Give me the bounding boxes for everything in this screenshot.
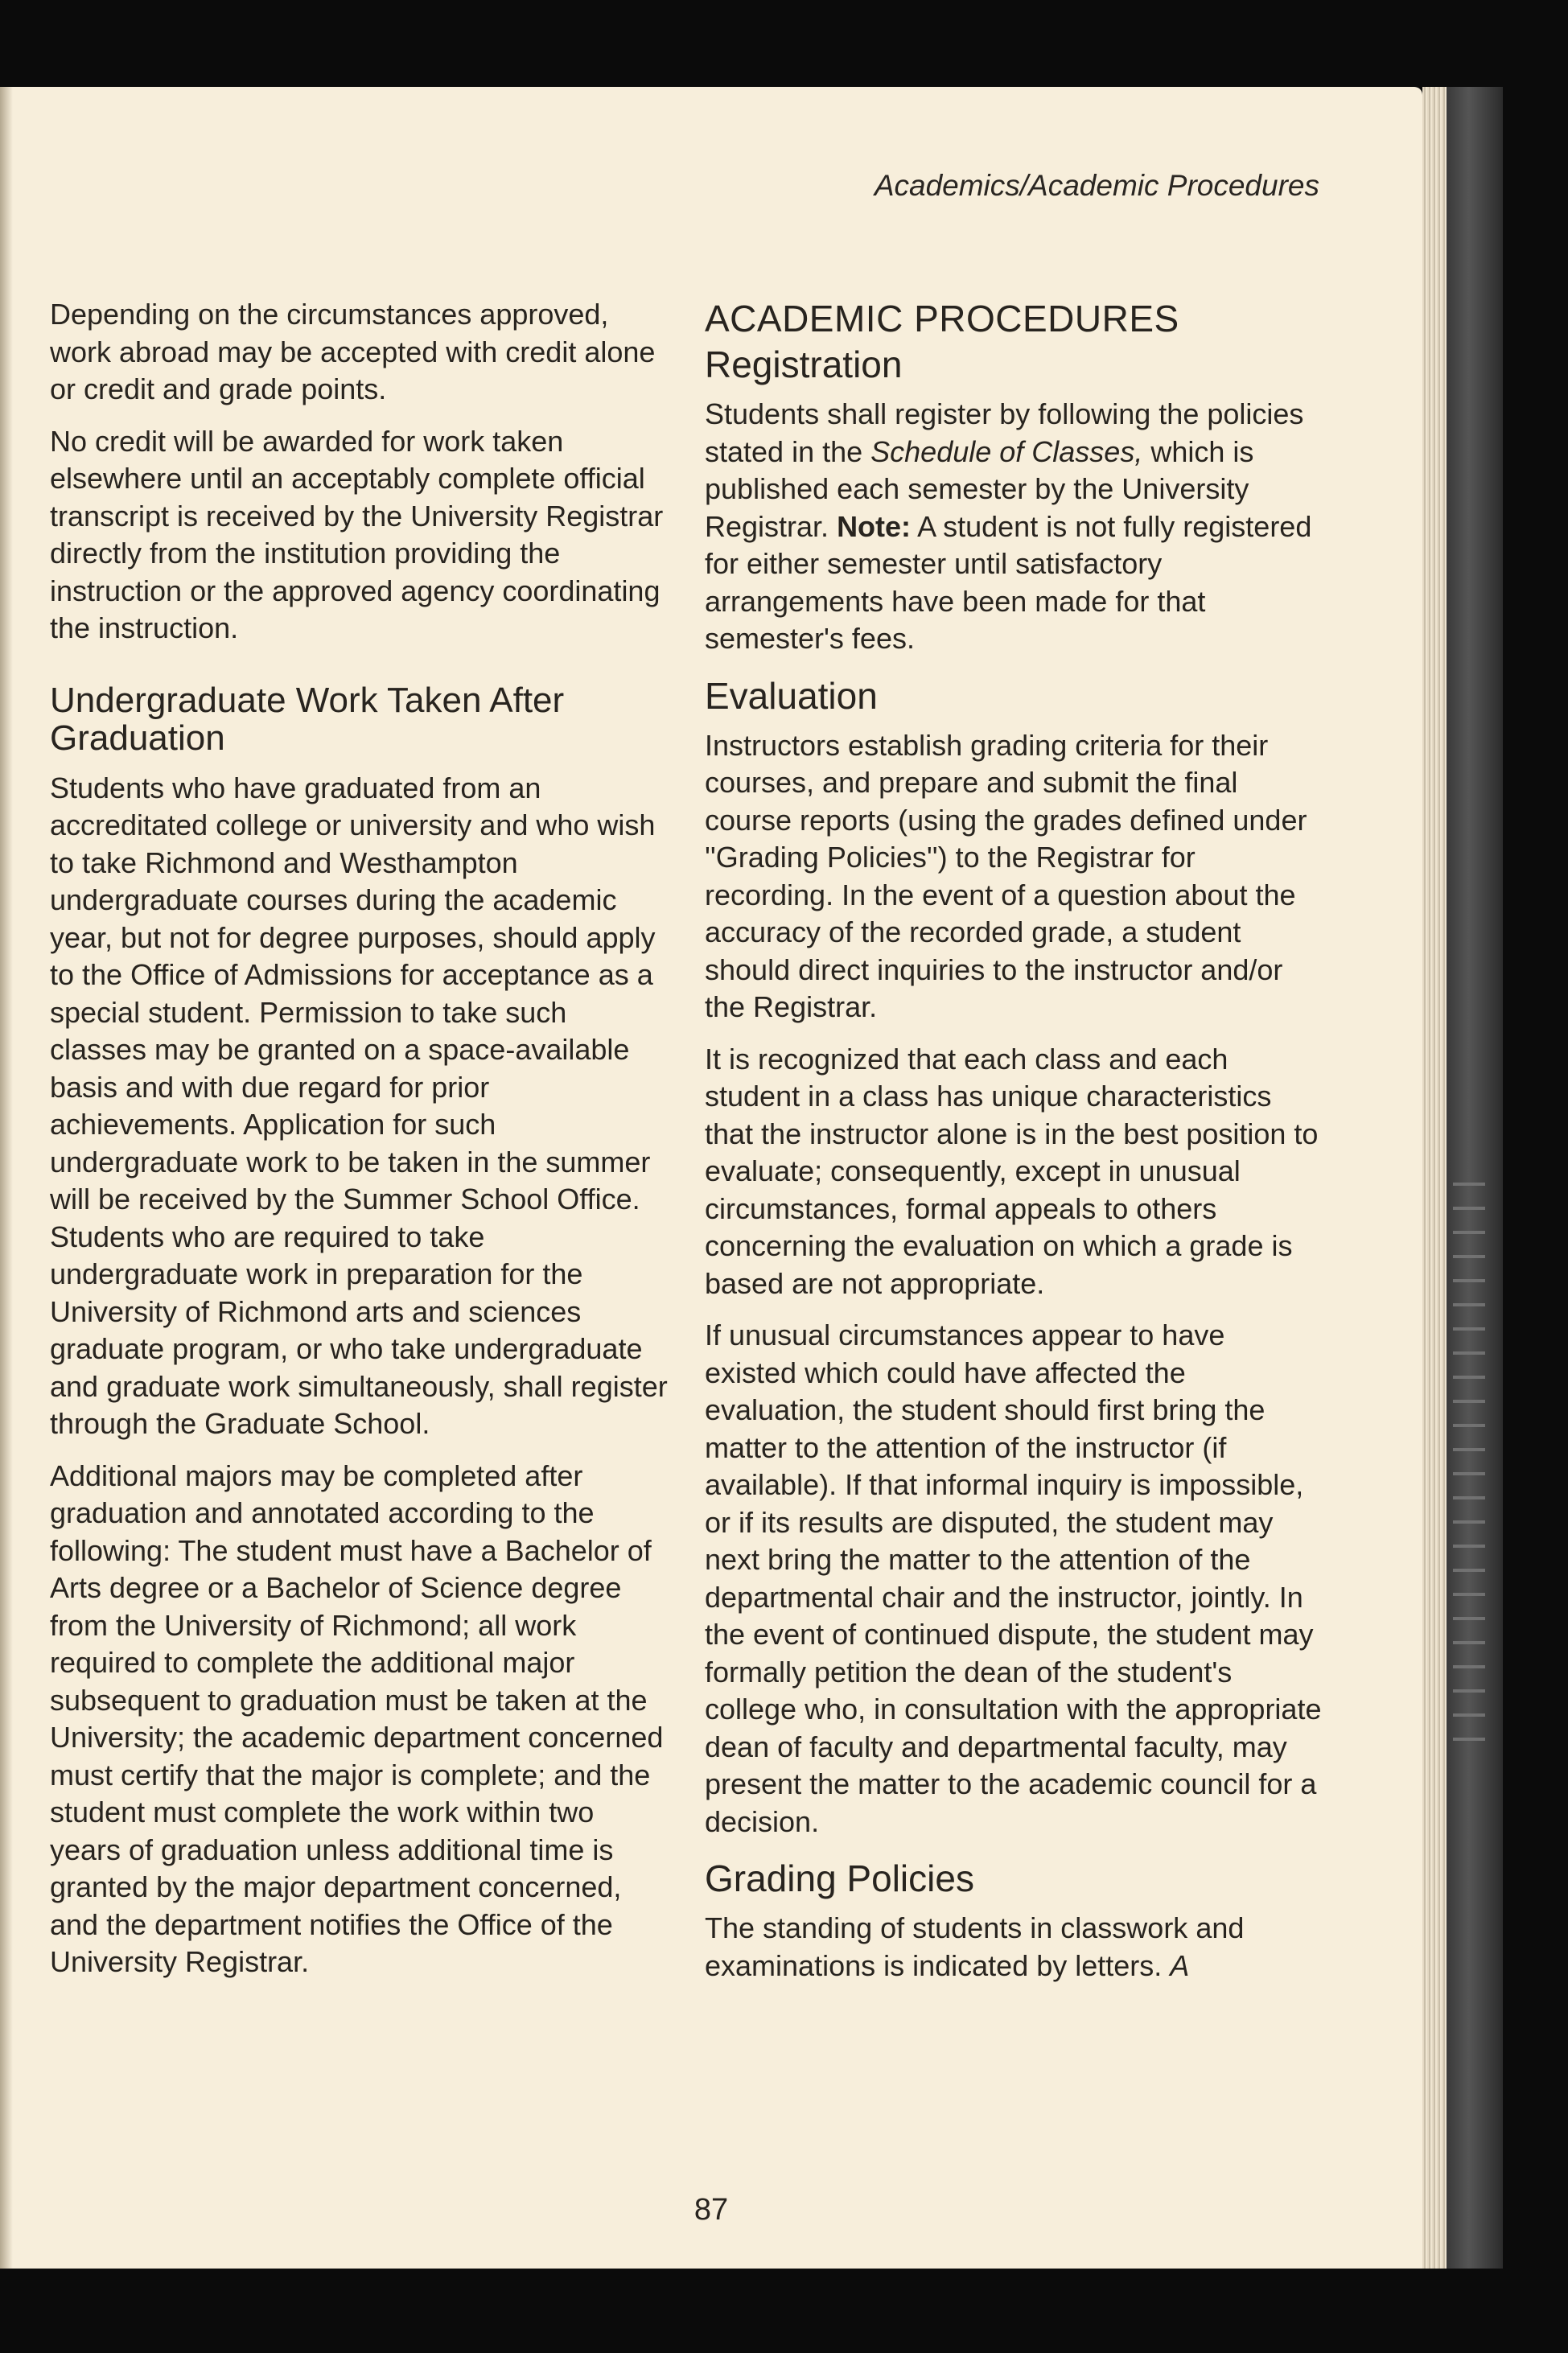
paragraph-evaluation-unusual: If unusual circumstances appear to have existed which could have affected the evaluation, the student should first bring the matter to the attention of the instructor (if available). If that informal inquiry is impossible, or if its results are disputed, the student may next bring the matter to the attention of the departmental chair and the instructor, jointly. In the event of continued dispute, the student may formally petition the dean of the student's college who, in consultation with the appropriate dean of faculty and departmental faculty, may present the matter to the academic council for a decision. xyxy=(705,1318,1322,1838)
paragraph-work-abroad: Depending on the circumstances approved, work abroad may be accepted with credit alone or credit and grade points. xyxy=(50,298,656,405)
heading-registration: Registration xyxy=(705,343,903,385)
section-title: ACADEMIC PROCEDURES xyxy=(705,298,1179,339)
spine-marks xyxy=(1453,1183,1485,1762)
binding-shadow xyxy=(0,87,13,2269)
book-spine-strip xyxy=(1447,87,1503,2269)
right-column xyxy=(705,296,1324,1999)
page-number: 87 xyxy=(693,2193,729,2227)
running-head: Academics/Academic Procedures xyxy=(874,169,1319,202)
left-column xyxy=(50,296,669,1996)
paragraph-grading-standing: The standing of students in classwork and examinations is indicated by letters. A xyxy=(705,1911,1245,1982)
page-edges xyxy=(1422,87,1447,2269)
paragraph-no-credit: No credit will be awarded for work taken elsewhere until an acceptably complete official transcript is received by the University Registrar directly from the institution providing the instruction or the approved agency coordinating the instruction. xyxy=(50,424,664,644)
heading-grading-policies: Grading Policies xyxy=(705,1857,974,1899)
heading-undergraduate-work: Undergraduate Work Taken After Graduation xyxy=(50,680,565,758)
paragraph-evaluation-recognized: It is recognized that each class and each student in a class has unique characteristics that the instructor alone is in the best position to evaluate; consequently, except in unusual circumstances, formal appeals to others concerning the evaluation on which a grade is based are not appropriate. xyxy=(705,1042,1319,1300)
note-label: Note: xyxy=(837,509,912,543)
paragraph-additional-majors: Additional majors may be completed after graduation and annotated according to the following: The student must have a Bachelor of Arts degree or a Bachelor of Science degree from the University of Richmond; all work required to complete the additional major subsequent to graduation must be taken at the University; the academic department concerned must certify that the major is complete; and the student must complete the work within two years of graduation unless additional time is granted by the major department concerned, and the department notifies the Office of the University Registrar. xyxy=(50,1458,664,1978)
paragraph-registration: Students shall register by following the policies stated in the Schedule of Classes, which is published each semester by the University Registrar. Note: A student is not fully registered for either semester until satisfactory arrangements have been made for that semester's fees. xyxy=(705,397,1312,655)
paragraph-evaluation-criteria: Instructors establish grading criteria for their courses, and prepare and submit the final course reports (using the grades defined under ''Grading Policies'') to the Registrar for recording. In the event of a question about the accuracy of the recorded grade, a student should direct inquiries to the instructor and/or the Registrar. xyxy=(705,728,1307,1023)
paragraph-graduated-students: Students who have graduated from an accreditated college or university and who wish to take Richmond and Westhampton undergraduate courses during the academic year, but not for degree purposes, should apply to the Office of Admissions for acceptance as a special student. Permission to take such classes may be granted on a space-available basis and with due regard for prior achievements. Application for such undergraduate work to be taken in the summer will be received by the Summer School Office. Students who are required to take undergraduate work in preparation for the University of Richmond arts and sciences graduate program, or who take undergraduate and graduate work simultaneously, shall register through the Graduate School. xyxy=(50,771,668,1440)
heading-evaluation: Evaluation xyxy=(705,674,878,717)
